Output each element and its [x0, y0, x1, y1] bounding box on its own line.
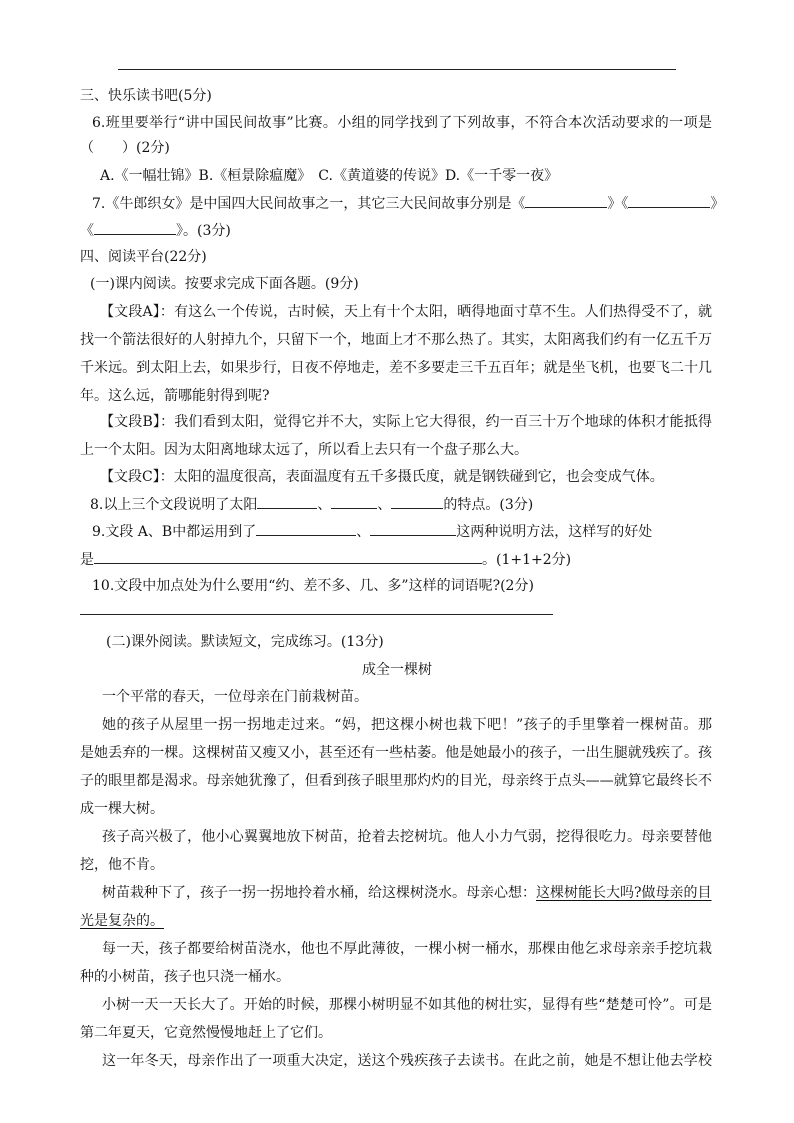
- underlined-sentence-cont: 光是复杂的。: [80, 913, 164, 929]
- q7-sep: 》《: [607, 196, 629, 212]
- q7-close: 》: [710, 196, 725, 212]
- q9-answer-blank-3[interactable]: [94, 549, 482, 564]
- passage-a-line-2: 找一个箭法很好的人射掉九个，只留下一个，地面上才不那么热了。其实，太阳离我们约有一亿五千万: [80, 332, 712, 348]
- q7-open: 《: [80, 223, 94, 239]
- q8-text: 8.以上三个文段说明了太阳: [90, 497, 258, 513]
- q7-line2: [80, 220, 231, 241]
- q9-line2: [80, 549, 571, 570]
- q7-answer-blank-2[interactable]: [628, 193, 710, 208]
- story-p3-line-2: 挖，他不肯。: [80, 857, 164, 873]
- story-p6-line-2: 第二年夏天，它竟然慢慢地赶上了它们。: [80, 1025, 332, 1041]
- q9-score: 。(1+1+2分): [482, 552, 572, 568]
- q9-text: 9.文段 A、B中都运用到了: [92, 524, 257, 540]
- q10-answer-line[interactable]: [80, 614, 553, 615]
- story-p7-line-1: 这一年冬天，母亲作出了一项重大决定，送这个残疾孩子去读书。在此之前，她是不想让他去学校: [102, 1053, 712, 1069]
- q8-sep-1: 、: [317, 497, 332, 513]
- q6-answer-bracket: （ ）(2分): [80, 140, 170, 156]
- passage-a-line-1: 【文段A】：有这么一个传说，古时候，天上有十个太阳，晒得地面寸草不生。人们热得受不了，就: [100, 304, 712, 320]
- q6-stem: 6.班里要举行“讲中国民间故事”比赛。小组的同学找到了下列故事，不符合本次活动要求的一项是: [92, 115, 712, 131]
- passage-b-line-1: 【文段B】：我们看到太阳，觉得它并不大，实际上它大得很，约一百三十万个地球的体积才能抵得: [100, 414, 712, 430]
- section4-heading: 四、阅读平台(22分): [80, 249, 207, 265]
- q9-text-2: 这两种说明方法，这样写的好处: [456, 524, 653, 540]
- story-p4-text: 树苗栽种下了，孩子一拐一拐地拎着水桶，给这棵树浇水。母亲心想：: [102, 885, 536, 901]
- story-p2-line-4: 成一棵大树。: [80, 801, 164, 817]
- story-p6-line-1: 小树一天一天长大了。开始的时候，那棵小树明显不如其他的树壮实，显得有些“楚楚可怜”。可是: [102, 997, 712, 1013]
- q9-sep: 、: [356, 524, 371, 540]
- story-p2-line-3: 子的眼里都是渴求。母亲她犹豫了，但看到孩子眼里那灼灼的目光，母亲终于点头——就算它最终长不: [80, 773, 712, 789]
- q9-line1: [92, 521, 652, 542]
- sub2-heading: (二)课外阅读。默读短文，完成练习。(13分): [106, 634, 384, 650]
- passage-a-line-3: 千米远。到太阳上去，如果步行，日夜不停地走，差不多要走三千五百年；就是坐飞机，也要飞二十几: [80, 360, 712, 376]
- q8: [90, 494, 533, 515]
- passage-c-line: 【文段C】：太阳的温度很高，表面温度有五千多摄氏度，就是钢铁碰到它，也会变成气体。: [100, 469, 664, 485]
- q7-answer-blank-1[interactable]: [525, 193, 607, 208]
- passage-b-line-2: 上一个太阳。因为太阳离地球太远了，所以看上去只有一个盘子那么大。: [80, 442, 528, 458]
- story-p2-line-2: 是她丢弃的一棵。这棵树苗又瘦又小，甚至还有一些枯萎。他是她最小的孩子，一出生腿就残疾了。孩: [80, 745, 712, 761]
- q9-answer-blank-2[interactable]: [370, 521, 456, 536]
- sub1-heading: (一)课内阅读。按要求完成下面各题。(9分): [90, 276, 359, 292]
- q7-answer-blank-3[interactable]: [94, 220, 176, 235]
- section3-heading: 三、快乐读书吧(5分): [80, 88, 212, 104]
- q6-options: A.《一幅壮锦》B.《桓景除瘟魔》 C.《黄道婆的传说》D.《一千零一夜》: [100, 168, 559, 184]
- underlined-sentence: 这棵树能长大吗?做母亲的目: [536, 885, 712, 901]
- q8-answer-blank-1[interactable]: [257, 494, 317, 509]
- story-p1: 一个平常的春天，一位母亲在门前栽树苗。: [102, 689, 368, 705]
- q9-answer-blank-1[interactable]: [256, 521, 356, 536]
- q7-text: 7.《牛郎织女》是中国四大民间故事之一，其它三大民间故事分别是《: [92, 196, 526, 212]
- top-answer-line: [118, 69, 676, 70]
- q8-sep-2: 、: [377, 497, 392, 513]
- passage-a-line-4: 年。这么远，箭哪能射得到呢?: [80, 388, 270, 404]
- q7-score: 》。(3分): [176, 223, 231, 239]
- story-p4-line-1: [102, 883, 712, 903]
- q8-answer-blank-3[interactable]: [391, 494, 443, 509]
- q10: 10.文段中加点处为什么要用“约、差不多、几、多”这样的词语呢?(2分): [92, 578, 534, 594]
- q8-answer-blank-2[interactable]: [331, 494, 377, 509]
- story-p3-line-1: 孩子高兴极了，他小心翼翼地放下树苗，抢着去挖树坑。他人小力气弱，挖得很吃力。母亲要替他: [102, 829, 712, 845]
- q9-shi: 是: [80, 552, 94, 568]
- q8-end: 的特点。(3分): [443, 497, 534, 513]
- story-title: 成全一棵树: [362, 662, 432, 678]
- story-p2-line-1: 她的孩子从屋里一拐一拐地走过来。“妈，把这棵小树也栽下吧！”孩子的手里擎着一棵树苗。那: [102, 717, 712, 733]
- q7-line1: [92, 193, 724, 214]
- story-p5-line-2: 种的小树苗，孩子也只浇一桶水。: [80, 969, 290, 985]
- story-p5-line-1: 每一天，孩子都要给树苗浇水，他也不厚此薄彼，一棵小树一桶水，那棵由他乞求母亲亲手挖坑栽: [102, 941, 712, 957]
